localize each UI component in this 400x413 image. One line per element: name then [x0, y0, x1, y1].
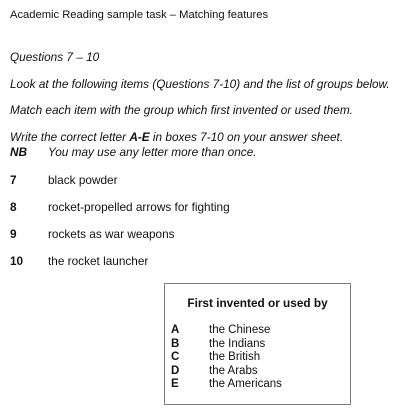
group-name: the Chinese [209, 324, 271, 336]
document-title: Academic Reading sample task – Matching features [10, 9, 269, 21]
question-row [0, 254, 400, 270]
questions-heading: Questions 7 – 10 [10, 50, 100, 64]
question-text: the rocket launcher [48, 254, 149, 268]
question-row [0, 227, 400, 243]
groups-list [171, 324, 341, 392]
question-number: 7 [10, 173, 17, 187]
instruction-match: Match each item with the group which first invented or used them. [10, 103, 353, 117]
group-letter: E [171, 378, 179, 390]
group-letter: C [171, 351, 180, 363]
group-item [171, 378, 341, 392]
group-name: the Americans [209, 378, 282, 390]
question-row [0, 173, 400, 189]
nb-text: You may use any letter more than once. [48, 145, 257, 159]
instruction-write-post: in boxes 7-10 on your answer sheet. [149, 130, 344, 144]
question-row [0, 200, 400, 216]
instruction-write-pre: Write the correct letter [10, 130, 130, 144]
instruction-write [10, 130, 343, 144]
question-text: black powder [48, 173, 118, 187]
group-item [171, 365, 341, 379]
question-number: 9 [10, 227, 17, 241]
question-number: 10 [10, 254, 24, 268]
group-letter: B [171, 337, 180, 350]
group-item [171, 351, 341, 365]
nb-label: NB [10, 145, 28, 159]
group-item [171, 324, 341, 338]
group-letter: D [171, 364, 180, 377]
group-name: the Indians [209, 337, 266, 350]
question-number: 8 [10, 200, 17, 214]
instruction-write-letters: A-E [129, 130, 150, 144]
instruction-look: Look at the following items (Questions 7-10) and the list of groups below. [10, 77, 390, 91]
group-item [171, 338, 341, 352]
group-letter: A [171, 324, 180, 336]
group-name: the Arabs [209, 364, 258, 377]
question-text: rocket-propelled arrows for fighting [48, 200, 230, 214]
groups-box-title: First invented or used by [187, 296, 328, 310]
group-name: the British [209, 351, 261, 363]
question-text: rockets as war weapons [48, 227, 175, 241]
groups-box [164, 283, 351, 405]
